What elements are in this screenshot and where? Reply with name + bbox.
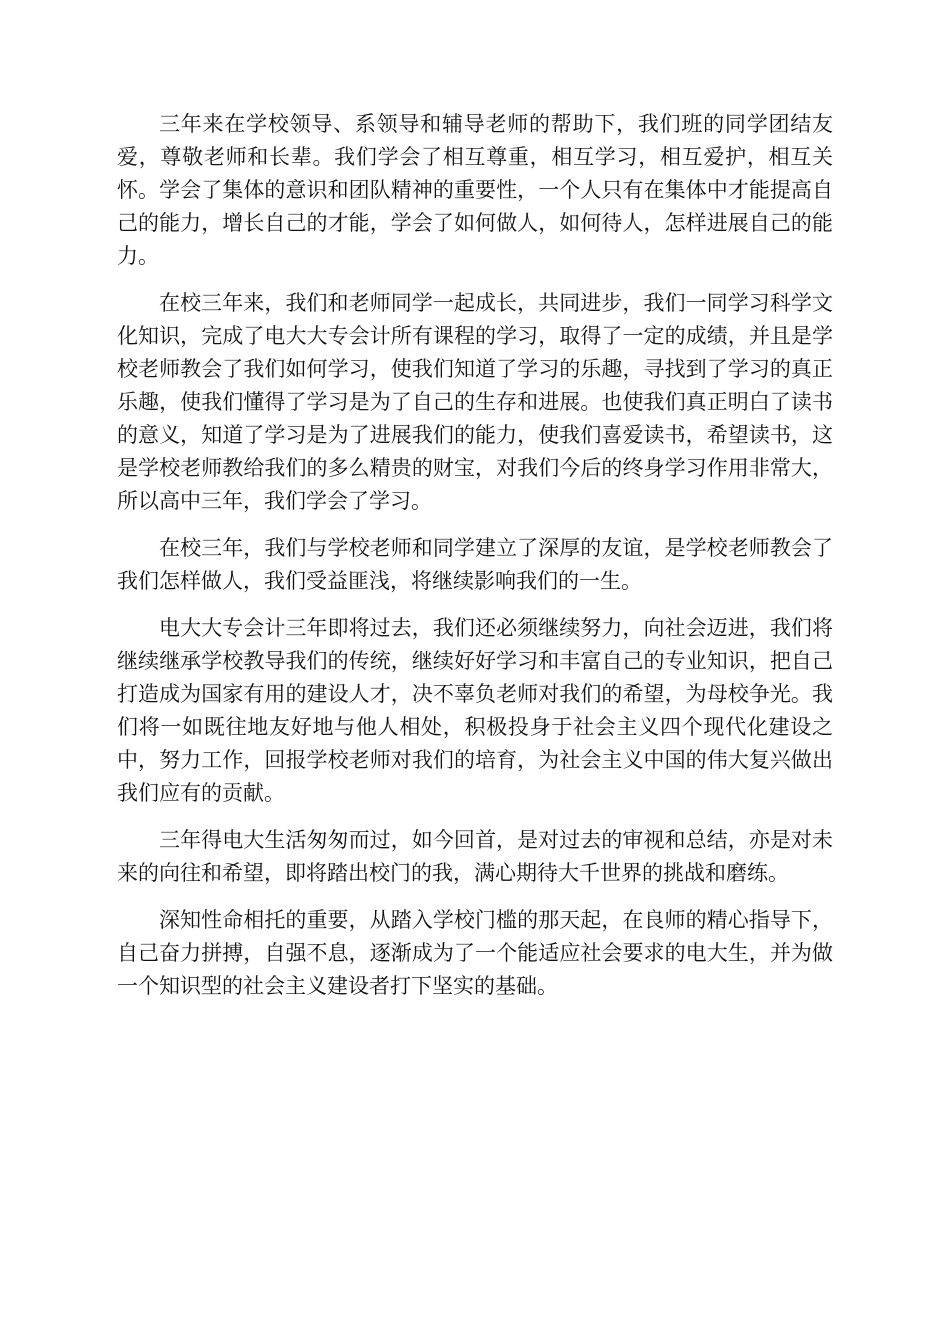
paragraph-5: 三年得电大生活匆匆而过，如今回首，是对过去的审视和总结，亦是对未来的向往和希望，即将踏出校门的我，满心期待大千世界的挑战和磨练。 — [117, 828, 833, 885]
paragraph-6: 深知性命相托的重要，从踏入学校门槛的那天起，在良师的精心指导下，自己奋力拼搏，自强不息，逐渐成为了一个能适应社会要求的电大生，并为做一个知识型的社会主义建设者打下坚实的基础。 — [117, 908, 833, 998]
paragraph-2: 在校三年来，我们和老师同学一起成长，共同进步，我们一同学习科学文化知识，完成了电大大专会计所有课程的学习，取得了一定的成绩，并且是学校老师教会了我们如何学习，使我们知道了学习的乐趣，寻找到了学习的真正乐趣，使我们懂得了学习是为了自己的生存和进展。也使我们真正明白了读书的意义，知道了学习是为了进展我们的能力，使我们喜爱读书，希望读书，这是学校老师教给我们的多么精贵的财宝，对我们今后的终身学习作用非常大，所以高中三年，我们学会了学习。 — [117, 291, 833, 513]
paragraph-4: 电大大专会计三年即将过去，我们还必须继续努力，向社会迈进，我们将继续继承学校教导我们的传统，继续好好学习和丰富自己的专业知识，把自己打造成为国家有用的建设人才，决不辜负老师对我们的希望，为母校争光。我们将一如既往地友好地与他人相处，积极投身于社会主义四个现代化建设之中，努力工作，回报学校老师对我们的培育，为社会主义中国的伟大复兴做出我们应有的贡献。 — [117, 616, 833, 805]
paragraph-3: 在校三年，我们与学校老师和同学建立了深厚的友谊，是学校老师教会了我们怎样做人，我们受益匪浅，将继续影响我们的一生。 — [117, 536, 833, 593]
document-body — [117, 108, 833, 1017]
paragraph-1: 三年来在学校领导、系领导和辅导老师的帮助下，我们班的同学团结友爱，尊敬老师和长辈。我们学会了相互尊重，相互学习，相互爱护，相互关怀。学会了集体的意识和团队精神的重要性，一个人只有在集体中才能提高自己的能力，增长自己的才能，学会了如何做人，如何待人，怎样进展自己的能力。 — [117, 112, 833, 268]
